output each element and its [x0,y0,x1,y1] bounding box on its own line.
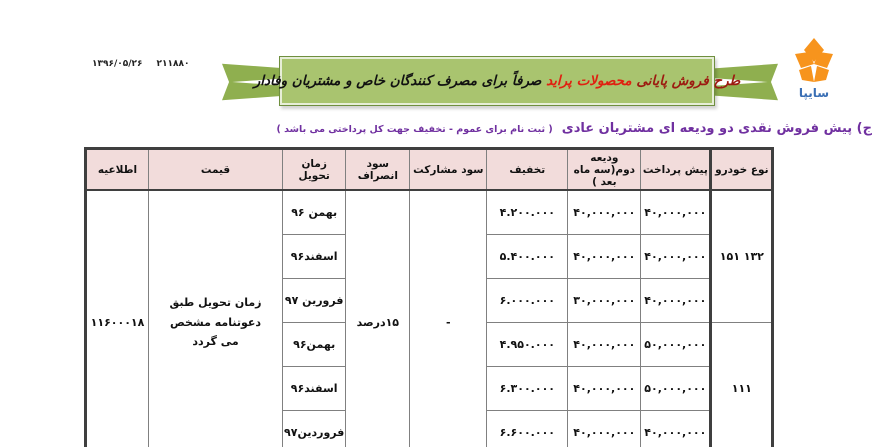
delivery-time-cell: بهمن۹۶ [283,323,346,367]
vehicle-type-cell: ۱۵۱ ۱۳۲ [711,190,773,323]
ribbon-banner-box [253,56,741,106]
saipa-emblem-icon [793,38,835,84]
banner-title [254,73,741,89]
down-payment-cell: ۵۰,۰۰۰,۰۰۰ [641,323,711,367]
second-deposit-cell: ۴۰,۰۰۰,۰۰۰ [568,411,641,447]
banner-segment-product: محصولات پراید [541,73,632,89]
cancellation-interest-cell: ۱۵درصد [346,190,410,447]
banner-segment-plan: طرح فروش پایانی [631,73,741,89]
announcement-number-cell: ۱۱۶۰۰۰۱۸ [86,190,149,447]
down-payment-cell: ۵۰,۰۰۰,۰۰۰ [641,367,711,411]
down-payment-cell: ۴۰,۰۰۰,۰۰۰ [641,411,711,447]
header-down-payment: پیش پرداخت [641,149,711,191]
table-header-row [86,149,773,191]
second-deposit-cell: ۴۰,۰۰۰,۰۰۰ [568,323,641,367]
second-deposit-cell: ۴۰,۰۰۰,۰۰۰ [568,235,641,279]
discount-cell: ۶.۰۰۰.۰۰۰ [487,279,568,323]
discount-cell: ۴.۹۵۰.۰۰۰ [487,323,568,367]
discount-cell: ۶.۳۰۰.۰۰۰ [487,367,568,411]
header-vehicle-type: نوع خودرو [711,149,773,191]
saipa-logo [788,38,840,100]
delivery-time-cell: اسفند۹۶ [283,235,346,279]
delivery-time-cell: بهمن ۹۶ [283,190,346,235]
second-deposit-cell: ۴۰,۰۰۰,۰۰۰ [568,190,641,235]
section-heading-main: ج) پیش فروش نقدی دو ودیعه ای مشتریان عادی [561,121,872,136]
banner-segment-rest: صرفاً برای مصرف کنندگان خاص و مشتریان وفادار [253,73,542,89]
participation-interest-cell: - [410,190,487,447]
header-participation-interest: سود مشارکت [410,149,487,191]
header-delivery-time: زمان تحویل [283,149,346,191]
second-deposit-cell: ۴۰,۰۰۰,۰۰۰ [568,367,641,411]
discount-cell: ۶.۶۰۰.۰۰۰ [487,411,568,447]
second-deposit-cell: ۳۰,۰۰۰,۰۰۰ [568,279,641,323]
title-ribbon [222,56,778,108]
document-meta [92,59,222,69]
down-payment-cell: ۴۰,۰۰۰,۰۰۰ [641,279,711,323]
header-cancellation-interest: سود انصراف [346,149,410,191]
header-price: قیمت [149,149,283,191]
price-cell: زمان تحویل طبق دعوتنامه مشخص می گردد [149,190,283,447]
header-discount: تخفیف [487,149,568,191]
discount-cell: ۴.۲۰۰.۰۰۰ [487,190,568,235]
section-heading-note: ( ثبت نام برای عموم - تخفیف جهت کل پرداختی می باشد ) [276,124,553,135]
down-payment-cell: ۴۰,۰۰۰,۰۰۰ [641,190,711,235]
document-number: ۲۱۱۸۸۰ [156,59,190,69]
section-heading [277,117,872,136]
down-payment-cell: ۴۰,۰۰۰,۰۰۰ [641,235,711,279]
saipa-logo-text: سایپا [798,86,830,100]
header-second-deposit: ودیعه دوم(سه ماه بعد ) [568,149,641,191]
document-date: ۱۳۹۶/۰۵/۲۶ [92,59,143,69]
discount-cell: ۵.۴۰۰.۰۰۰ [487,235,568,279]
vehicle-type-cell: ۱۱۱ [711,323,773,447]
sale-table-wrapper [84,147,774,447]
header-announcement: اطلاعیه [86,149,149,191]
delivery-time-cell: فرورین ۹۷ [283,279,346,323]
delivery-time-cell: اسفند۹۶ [283,367,346,411]
delivery-time-cell: فروردین۹۷ [283,411,346,447]
table-row [86,190,773,235]
sale-table [84,147,774,447]
